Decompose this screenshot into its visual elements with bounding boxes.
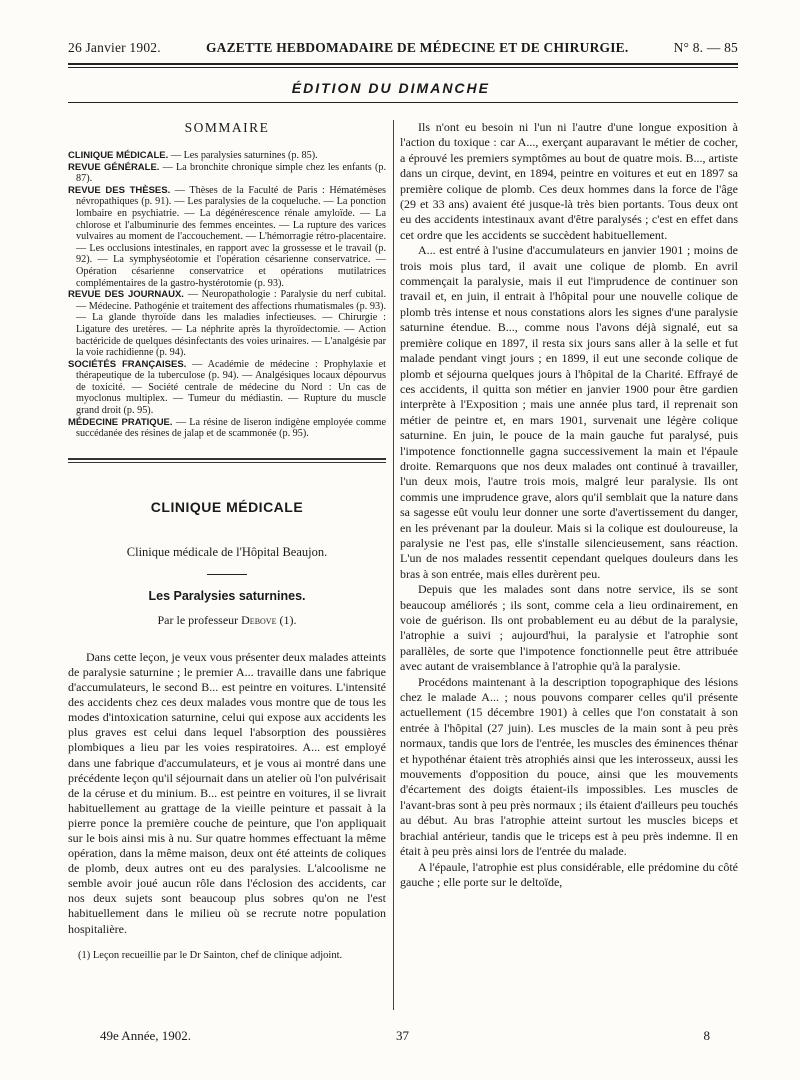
signature-mark: 8 xyxy=(703,1028,710,1043)
sommaire-rubric: REVUE GÉNÉRALE. xyxy=(68,161,160,173)
sommaire-entry xyxy=(68,359,386,417)
sommaire-entry xyxy=(68,150,386,162)
sommaire-text: — Les paralysies saturnines (p. 85). xyxy=(168,150,318,161)
sommaire-text: — La bronchite chronique simple chez les enfants (p. 87). xyxy=(76,161,386,185)
sommaire-text: — Neuropathologie : Paralysie du nerf cubital. — Médecine. Pathogénie et traitement des affections rhumatismales (p. 93). — La glande thyroïde dans les maladies infectieuses. — Chirurgie : Ligature des uretères. — La néphrite après la thyroïdectomie. — Action bactéricide de quelques désinfectants des voies urinaires. — L'analgésie par la voie rachidienne (p. 94). xyxy=(76,289,386,359)
article-paragraph: Depuis que les malades sont dans notre service, ils se sont beaucoup améliorés ; ils sont, comme cela a lieu ordinairement, en voie de guérison. Ils ont probablement eu au début de la paralysie, l'atrophie a suivi ; aujourd'hui, la paralysie et l'atrophie sont parallèles, de sorte que l'impotence fonctionnelle peut être attribuée avec autant de vraisemblance à l'atrophie qu'à la paralysie. xyxy=(400,582,738,674)
sommaire-entry xyxy=(68,162,386,185)
sommaire-text: — La résine de liseron indigène employée comme succédanée des résines de jalap et de scammonée (p. 95). xyxy=(76,416,387,440)
header-rule-thin xyxy=(68,67,738,68)
right-column xyxy=(400,120,738,890)
footnote: (1) Leçon recueillie par le Dr Sainton, chef de clinique adjoint. xyxy=(78,949,343,961)
sommaire-rubric: SOCIÉTÉS FRANÇAISES. xyxy=(68,358,187,370)
sommaire-title: SOMMAIRE xyxy=(184,120,270,135)
sommaire xyxy=(68,120,386,440)
page-number: 37 xyxy=(396,1028,409,1043)
volume-year: 49e Année, 1902. xyxy=(100,1028,191,1043)
running-header xyxy=(68,40,738,56)
sommaire-entry xyxy=(68,417,386,440)
byline-prefix: Par le professeur xyxy=(157,612,242,627)
issue-number: N° 8. — 85 xyxy=(673,40,738,55)
page-footer xyxy=(100,1028,710,1044)
sommaire-text: — Thèses de la Faculté de Paris : Hématémèses névropathiques (p. 91). — Les paralysies de la coqueluche. — La ponction lombaire en psychiatrie. — La dégénérescence rénale amyloïde. — La chlorose et l'albuminurie des femmes enceintes. — La rupture des varices vulvaires au moment de l'accouchement. — L'hémorragie rétro-placentaire. — Les occlusions intestinales, en rapport avec la grossesse et le travail (p. 92). — La symphyséotomie et l'opération césarienne conservatrice. — Opération césarienne conservatrice et opérations mutilatrices complémentaires de la gastro-hystérotomie (p. 93). xyxy=(76,184,386,289)
section-title: CLINIQUE MÉDICALE xyxy=(150,498,304,515)
sommaire-rubric: REVUE DES JOURNAUX. xyxy=(68,289,184,301)
footnote-ref: (1). xyxy=(276,612,297,627)
article-paragraph: Dans cette leçon, je veux vous présenter deux malades atteints de paralysie saturnine ; le premier A... travaille dans une fabrique d'accumulateurs, le second B... est peintre en voitures. L'intensité des accidents chez ces deux malades vous montre que de tous les modes d'intoxication saturnine, celui qui expose aux accidents les plus graves est celui dans lequel l'absorption des poussières plombiques a lieu par les voies respiratoires. A... est employé dans une fabrique d'accumulateurs, et je vous ai montré dans une précédente leçon qu'il séjournait dans un atelier où l'on pulvérisait de la céruse et du minium. B... est peintre en voitures, il se livrait habituellement au grattage de la vieille peinture et passait à la pierre ponce la première couche de peinture, que l'on appliquait sur le bois ainsi mis à nu. Sur quatre hommes effectuant la même opération, dans la même maison, deux ont été atteints de coliques de plomb, deux autres ont eu des paralysies. L'alcoolisme ne semble avoir joué aucun rôle dans l'éclosion des accidents, car nos deux sujets sont beaucoup plus sobres qu'on ne l'est habituellement dans le milieu où se recrute notre population hospitalière. xyxy=(68,649,386,936)
sommaire-rubric: MÉDECINE PRATIQUE. xyxy=(68,416,173,428)
article-title: Les Paralysies saturnines. xyxy=(148,588,306,603)
sommaire-text: — Académie de médecine : Prophylaxie et thérapeutique de la tuberculose (p. 94). — Analgésiques locaux dépourvus de toxicité. — Société centrale de médecine du Nord : Un cas de myoclonus multiplex. — Tumeur du médiastin. — Rupture du muscle grand droit (p. 95). xyxy=(76,358,386,417)
edition-label: ÉDITION DU DIMANCHE xyxy=(291,80,490,96)
header-date: 26 Janvier 1902. xyxy=(68,40,161,55)
article-paragraph: Procédons maintenant à la description topographique des lésions chez le malade A... ; nous pouvons comparer celles qu'il présente actuellement (15 décembre 1901) à celles que l'on constatait à son entrée à l'hôpital (27 juin). Les muscles de la main sont à peu près normaux, tandis que lors de l'entrée, les muscles des éminences thénar et hypothénar étaient très atrophiés ainsi que les interosseux, aussi les mouvements d'opposition du pouce, ainsi que les mouvements d'écartement des doigts étaient-ils impossibles. Les muscles de l'avant-bras sont à peu près normaux ; ils étaient d'ailleurs peu touchés au début. Au bras l'atrophie atteint surtout les muscles biceps et brachial antérieur, tandis que le triceps est à peu près indemne. Il en était à peu près ainsi lors de l'entrée du malade. xyxy=(400,674,738,859)
column-divider xyxy=(393,120,394,1010)
section-rule-thin xyxy=(68,462,386,463)
short-rule xyxy=(207,574,247,575)
edition-rule xyxy=(68,102,738,103)
sommaire-rubric: REVUE DES THÈSES. xyxy=(68,184,171,196)
author-name: Debove xyxy=(241,612,277,627)
byline xyxy=(68,613,386,628)
article-paragraph: A l'épaule, l'atrophie est plus considérable, elle prédomine du côté gauche ; elle porte sur le deltoïde, xyxy=(400,859,738,889)
sommaire-entry xyxy=(68,185,386,289)
article-paragraph: Ils n'ont eu besoin ni l'un ni l'autre d'une longue exposition à l'action du toxique : car A..., exerçant auparavant le métier de cocher, a éprouvé les premiers symptômes au bout de quatre mois. B..., artiste dans un cirque, devint, en 1894, peintre en voitures et eut en 1897 sa première colique de plomb. Ces deux hommes dans la force de l'âge (29 et 33 ans) avaient été jusque-là très bien portants. Tous deux ont eu des accidents intestinaux avant d'être paralysés ; c'est en effet dans cet ordre que les accidents se succèdent habituellement. xyxy=(400,120,738,242)
header-rule xyxy=(68,63,738,65)
left-column xyxy=(68,120,386,962)
sommaire-rubric: CLINIQUE MÉDICALE. xyxy=(68,150,169,161)
section-rule xyxy=(68,458,386,460)
article-subtitle: Clinique médicale de l'Hôpital Beaujon. xyxy=(126,544,328,559)
article-paragraph: A... est entré à l'usine d'accumulateurs en janvier 1901 ; moins de trois mois plus tard, il avait une colique de plomb. En avril commençait la paralysie, mais il eut l'imprudence de continuer son travail et, en juin, il entrait à l'hôpital pour une nouvelle colique de plomb très intense et nous constations alors les signes d'une paralysie saturnine étendue. B..., comme nous l'avons déjà signalé, eut sa première colique en 1897, il resta six jours sans aller à la selle et fut malade pendant vingt jours ; en 1899, il eut une seconde colique de plomb et séjourna quelques jours à l'hôpital de la Charité. Effrayé de ces accidents, il quitta son métier en janvier 1900 pour être gardien interprète à l'Exposition ; mais une année plus tard, il reprenait son métier de peintre et, en mars 1901, survenait une légère colique saturnine. En juin, le pouce de la main gauche fut paralysé, puis l'impotence fonctionnelle gagna successivement la main et l'épaule droite. Remarquons que nos deux malades ont continué à travailler, l'un deux mois, l'autre trois mois, malgré leur paralysie. Ils ont commis une imprudence grave, alors qu'il semblait que la nature dans sa sagesse eût voulu leur donner une sorte d'avertissement du danger, en les prévenant par la douleur. Mais si la colique est douloureuse, la paralysie ne l'est pas, elle s'installe silencieusement, sans réaction. L'un de nos malades ressentit cependant quelques douleurs dans les bras à son entrée, mais elles durèrent peu. xyxy=(400,243,738,581)
journal-title: GAZETTE HEBDOMADAIRE DE MÉDECINE ET DE CHIRURGIE. xyxy=(205,40,629,55)
sommaire-entry xyxy=(68,289,386,359)
